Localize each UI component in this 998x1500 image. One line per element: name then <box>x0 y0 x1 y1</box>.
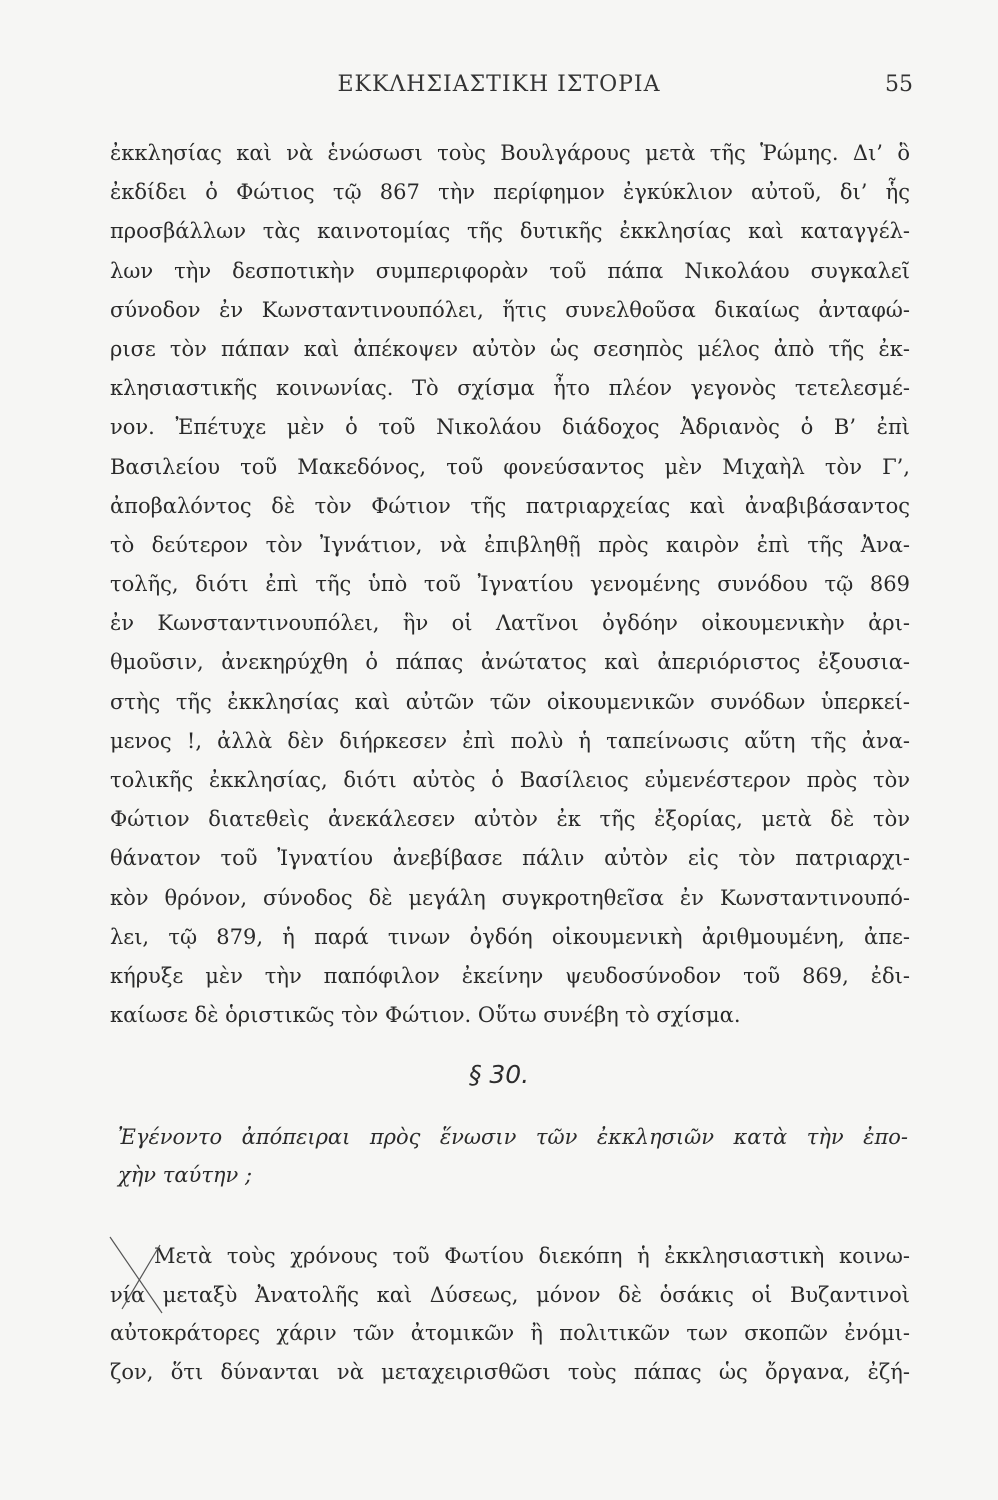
text-line: σύνοδον ἐν Κωνσταντινουπόλει, ἥτις συνελθοῦσα δικαίως ἀνταφώ- <box>110 297 910 322</box>
text-line: στὴς τῆς ἐκκλησίας καὶ αὐτῶν τῶν οἰκουμενικῶν συνόδων ὑπερκεί- <box>110 689 910 714</box>
text-line: θάνατον τοῦ Ἰγνατίου ἀνεβίβασε πάλιν αὐτὸν εἰς τὸν πατριαρχι- <box>110 846 910 871</box>
text-line: θμοῦσιν, ἀνεκηρύχθη ὁ πάπας ἀνώτατος καὶ ἀπεριόριστος ἐξουσια- <box>110 650 910 675</box>
text-line: κλησιαστικῆς κοινωνίας. Τὸ σχίσμα ἦτο πλέον γεγονὸς τετελεσμέ- <box>110 376 910 401</box>
section-answer <box>110 1237 910 1391</box>
answer-line: αὐτοκράτορες χάριν τῶν ἀτομικῶν ἢ πολιτικῶν των σκοπῶν ἐνόμι- <box>110 1321 910 1345</box>
body-paragraph <box>110 134 910 1035</box>
text-line: λει, τῷ 879, ἡ παρά τινων ὀγδόη οἰκουμενικὴ ἀριθμουμένη, ἀπε- <box>110 924 910 949</box>
text-line: Βασιλείου τοῦ Μακεδόνος, τοῦ φονεύσαντος μὲν Μιχαὴλ τὸν Γ’, <box>110 454 910 479</box>
text-line: λων τὴν δεσποτικὴν συμπεριφορὰν τοῦ πάπα Νικολάου συγκαλεῖ <box>110 258 910 283</box>
text-line: ρισε τὸν πάπαν καὶ ἀπέκοψεν αὐτὸν ὡς σεσηπὸς μέλος ἀπὸ τῆς ἐκ- <box>110 336 910 361</box>
text-line: κήρυξε μὲν τὴν παπόφιλον ἐκείνην ψευδοσύνοδον τοῦ 869, ἐδι- <box>110 963 910 988</box>
running-title: ΕΚΚΛΗΣΙΑΣΤΙΚΗ ΙΣΤΟΡΙΑ <box>337 72 661 97</box>
text-line: τολικῆς ἐκκλησίας, διότι αὐτὸς ὁ Βασίλειος εὐμενέστερον πρὸς τὸν <box>110 768 910 792</box>
text-line: τολῆς, διότι ἐπὶ τῆς ὑπὸ τοῦ Ἰγνατίου γενομένης συνόδου τῷ 869 <box>110 572 910 597</box>
answer-line: ζον, ὅτι δύνανται νὰ μεταχειρισθῶσι τοὺς πάπας ὡς ὄργανα, ἐζή- <box>110 1359 910 1384</box>
text-line: προσβάλλων τὰς καινοτομίας τῆς δυτικῆς ἐκκλησίας καὶ καταγγέλ- <box>110 219 910 244</box>
answer-line: Μετὰ τοὺς χρόνους τοῦ Φωτίου διεκόπη ἡ ἐκκλησιαστικὴ κοινω- <box>154 1244 910 1268</box>
text-line: ἀποβαλόντος δὲ τὸν Φώτιον τῆς πατριαρχείας καὶ ἀναβιβάσαντος <box>110 493 910 518</box>
text-line: μενος !, ἀλλὰ δὲν διήρκεσεν ἐπὶ πολὺ ἡ ταπείνωσις αὕτη τῆς ἀνα- <box>110 728 910 753</box>
question-line: χὴν ταύτην ; <box>118 1163 253 1187</box>
pencil-cross-mark <box>100 1225 180 1315</box>
text-line: ἐκδίδει ὁ Φώτιος τῷ 867 τὴν περίφημον ἐγκύκλιον αὐτοῦ, δι’ ἧς <box>110 180 910 205</box>
text-line: Φώτιον διατεθεὶς ἀνεκάλεσεν αὐτὸν ἐκ τῆς ἐξορίας, μετὰ δὲ τὸν <box>110 807 910 832</box>
page-number: 55 <box>885 72 913 97</box>
text-line: κὸν θρόνον, σύνοδος δὲ μεγάλη συγκροτηθεῖσα ἐν Κωνσταντινουπό- <box>110 885 910 910</box>
text-line: ἐκκλησίας καὶ νὰ ἑνώσωσι τοὺς Βουλγάρους μετὰ τῆς Ῥώμης. Δι’ ὃ <box>110 141 910 165</box>
text-line: ἐν Κωνσταντινουπόλει, ἣν οἱ Λατῖνοι ὀγδόην οἰκουμενικὴν ἀρι- <box>110 611 910 636</box>
section-question <box>118 1118 908 1194</box>
section-heading: § 30. <box>468 1060 530 1089</box>
text-line: τὸ δεύτερον τὸν Ἰγνάτιον, νὰ ἐπιβληθῇ πρὸς καιρὸν ἐπὶ τῆς Ἀνα- <box>110 532 910 557</box>
answer-line: νία μεταξὺ Ἀνατολῆς καὶ Δύσεως, μόνον δὲ ὁσάκις οἱ Βυζαντινοὶ <box>110 1282 910 1307</box>
text-line: καίωσε δὲ ὁριστικῶς τὸν Φώτιον. Οὕτω συνέβη τὸ σχίσμα. <box>110 1003 741 1028</box>
question-line: Ἐγένοντο ἀπόπειραι πρὸς ἕνωσιν τῶν ἐκκλησιῶν κατὰ τὴν ἐπο- <box>118 1125 908 1149</box>
running-head <box>0 72 998 106</box>
text-line: νον. Ἐπέτυχε μὲν ὁ τοῦ Νικολάου διάδοχος Ἀδριανὸς ὁ Β’ ἐπὶ <box>110 415 910 440</box>
